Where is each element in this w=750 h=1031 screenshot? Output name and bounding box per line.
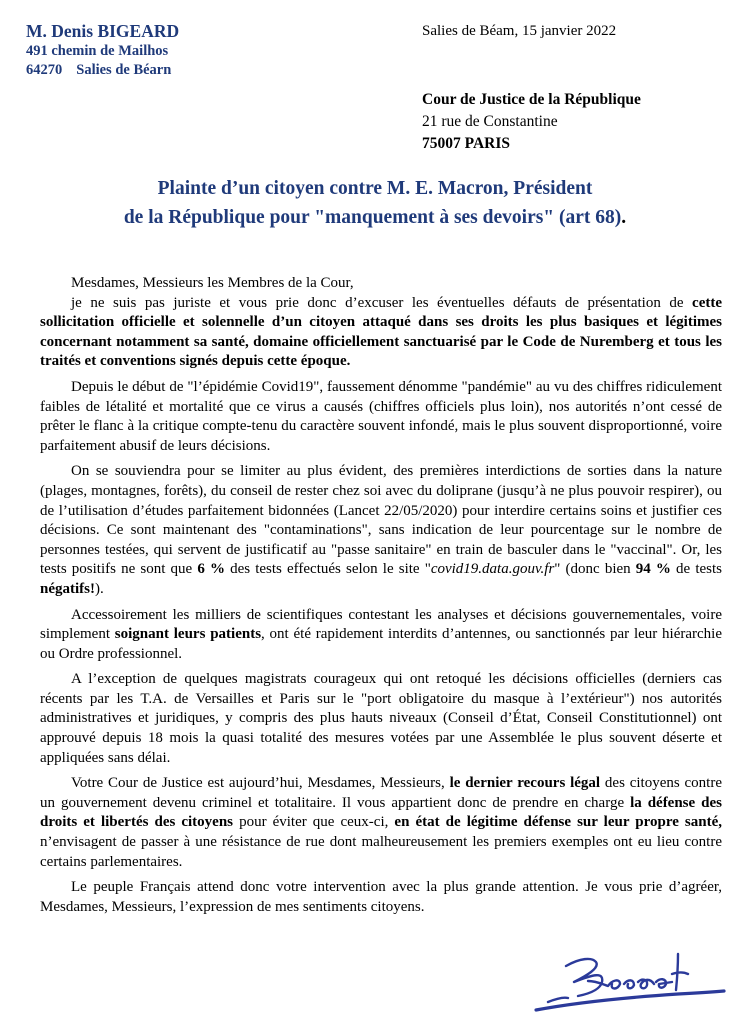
letter-body [40, 274, 722, 923]
court-bold-f: en état de légitime défense sur leur propre santé, [394, 814, 723, 831]
sender-block [26, 20, 179, 80]
recipient-street: 21 rue de Constantine [422, 113, 558, 130]
signature-stroke-underline [536, 991, 724, 1010]
paragraph-court [40, 774, 722, 872]
recipient-block [422, 89, 641, 155]
measures-text-a: On se souviendra pour se limiter au plus évident, des premières interdictions de sorties dans la nature (plages, montagnes, forêts), du conseil de rester chez soi avec du doliprane (jusqu’à ne plus pouvoir respirer), ou de l’utilisation d’études parfaitement bidonnées (Lancet 22/05/2020) pour interdire certains soins et justifier ces décisions. Ce sont maintenant des "contaminations", sans indication de leur pourcentage sur le nombre de personnes testées, qui servent de justificatif au "passe sanitaire" en train de basculer dans le "vaccinal". Or, les tests positifs ne sont que [40, 463, 722, 578]
measures-text-e: " (donc bien [554, 561, 636, 578]
court-bold-d: la défense des droits et libertés des citoyens [40, 794, 722, 831]
sender-city: Salies de Béarn [76, 62, 172, 78]
title-period: . [621, 207, 627, 228]
measures-text-i: ). [95, 580, 104, 597]
signature-image [528, 948, 733, 1018]
recipient-org: Cour de Justice de la République [422, 91, 641, 108]
paragraph-magistrates: A l’exception de quelques magistrats courageux qui ont retoqué les décisions officielles (derniers cas récents par les T.A. de Versailles et Paris sur le "port obligatoire du masque à l’extérieur") nos autorités administratives et juridiques, y compris des plus hauts niveaux (Conseil d’État, Conseil Constitutionnel) ont approuvé depuis 18 mois la quasi totalité des mesures votées par une Assemblée le plus souvent déserte et appliquées sans délai. [40, 671, 722, 766]
court-text-a: Votre Cour de Justice est aujourd’hui, Mesdames, Messieurs, [71, 775, 450, 792]
measures-text-c: des tests effectués selon le site " [224, 561, 431, 578]
court-text-e: pour éviter que ceux-ci, [233, 814, 395, 831]
sender-name: M. Denis BIGEARD [26, 21, 180, 41]
court-bold-b: le dernier recours légal [449, 775, 601, 792]
letter-title [0, 174, 750, 232]
paragraph-epidemic: Depuis le début de "l’épidémie Covid19", faussement dénomme "pandémie" au vu des chiffres ridiculement faibles de létalité et mortalité que ce virus a causés (chiffres officiels plus loin), nos autorités n’ont cessé de prêter le flanc à la critique compte-tenu du caractère souvent infondé, mais le plus souvent disproportionné, voire parfaitement abusif de leurs décisions. [40, 378, 722, 454]
signature-stroke-under-b [548, 998, 568, 1002]
scientists-bold: soignant leurs patients [114, 626, 262, 643]
paragraph-closing: Le peuple Français attend donc votre intervention avec la plus grande attention. Je vous prie d’agréer, Mesdames, Messieurs, l’expression de mes sentiments citoyens. [40, 879, 722, 915]
sender-street: 491 chemin de Mailhos [26, 43, 169, 59]
paragraph-intro-text: je ne suis pas juriste et vous prie donc d’excuser les éventuelles défauts de présentation de [71, 294, 693, 311]
signature-stroke-main [566, 954, 688, 996]
scientists-text-a: Accessoirement les milliers de scientifiques contestant les analyses et décisions gouvernementales, voire simplement [40, 606, 722, 643]
paragraph-intro [40, 294, 722, 372]
recipient-city: 75007 PARIS [422, 135, 510, 152]
title-line-2-text: de la République pour "manquement à ses devoirs" (art 68) [123, 207, 622, 228]
measures-text-g: de tests [670, 561, 723, 578]
paragraph-measures [40, 462, 722, 599]
signature-strokes [536, 954, 724, 1010]
salutation: Mesdames, Messieurs les Membres de la Cour, [71, 275, 354, 291]
sender-postcode: 64270 [26, 62, 63, 78]
title-line-1: Plainte d’un citoyen contre M. E. Macron, Président [157, 178, 593, 199]
source-site: covid19.data.gouv.fr [430, 561, 555, 578]
scientists-text-c: , ont été rapidement interdits d’antennes, ou sanctionnés par leur hiérarchie ou Ordre professionnel. [40, 626, 722, 662]
paragraph-intro-bold: cette sollicitation officielle et solennelle d’un citoyen attaqué dans ses droits les plus basiques et légitimes concernant notamment sa santé, domaine officiellement sanctuarisé par le Code de Nuremberg et tous les traités et conventions signés depuis cette époque. [40, 294, 722, 370]
title-line-2 [0, 203, 750, 232]
positive-rate: 6 % [197, 561, 225, 578]
court-text-g: n’envisagent de passer à une résistance de rue dont malheureusement les premiers exemples ont eu lieu contre certains parlementaires. [40, 834, 722, 870]
negative-rate: 94 % [635, 561, 671, 578]
court-text-c: des citoyens contre un gouvernement devenu criminel et totalitaire. Il vous appartient donc de prendre en charge [40, 775, 722, 811]
negatives-word: négatifs! [40, 580, 95, 597]
place-date: Salies de Béam, 15 janvier 2022 [422, 23, 617, 39]
paragraph-scientists [40, 606, 722, 665]
sender-city-line [26, 61, 179, 80]
